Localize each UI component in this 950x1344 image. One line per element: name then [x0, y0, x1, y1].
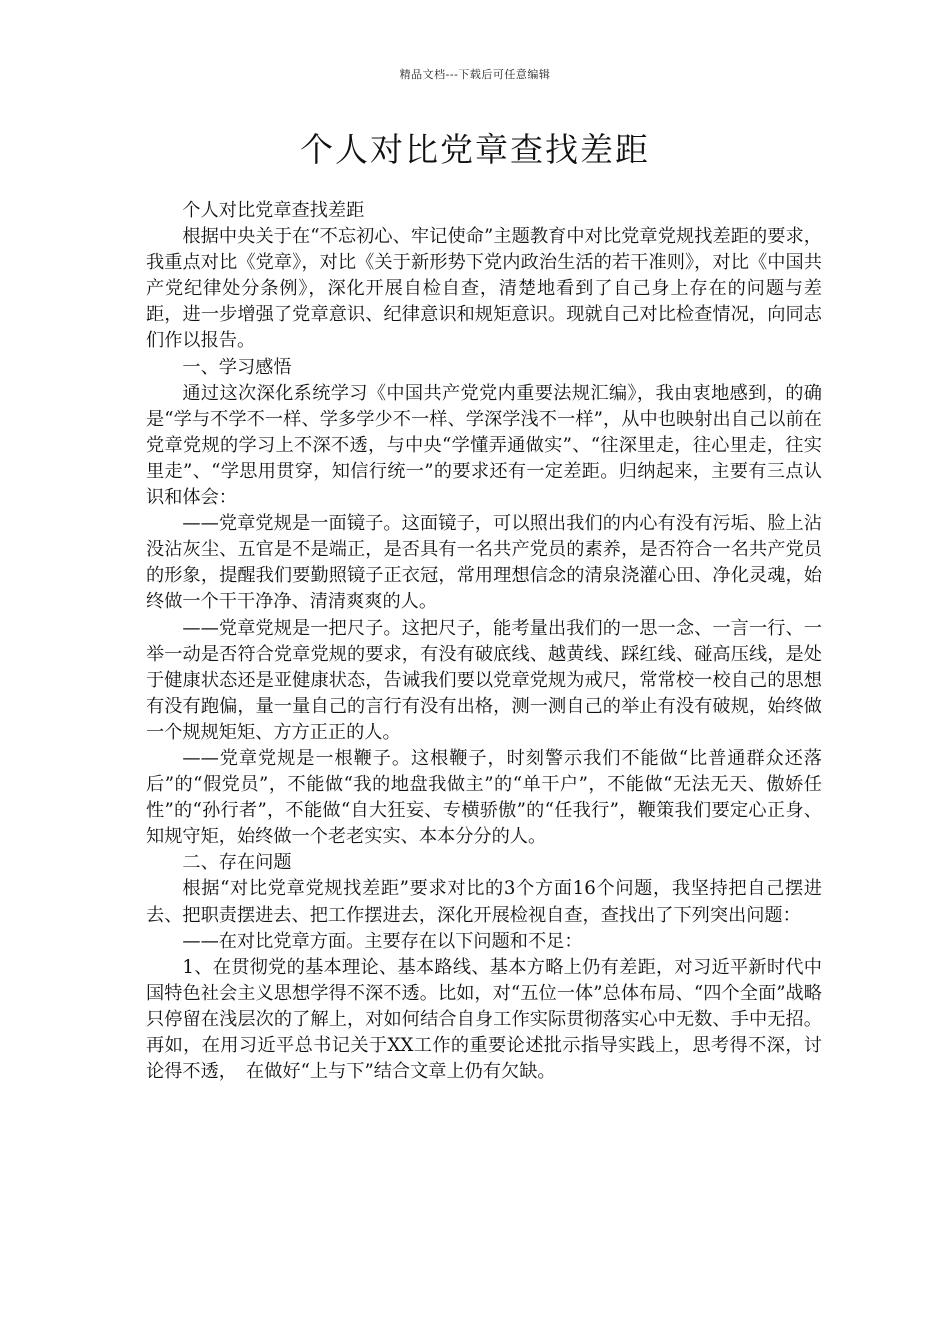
document-title: 个人对比党章查找差距	[300, 130, 650, 169]
section-heading-learning: 一、学习感悟	[182, 356, 292, 378]
paragraph-mirror: ——党章党规是一面镜子。这面镜子，可以照出我们的内心有没有污垢、脸上沾没沾灰尘、五官是不是端正，是否具有一名共产党员的素养，是否符合一名共产党员的形象，提醒我们要勤照镜子正衣冠，常用理想信念的清泉浇灌心田、净化灵魂，始终做一个干干净净、清清爽爽的人。	[146, 513, 822, 613]
paragraph-intro: 根据中央关于在“不忘初心、牢记使命”主题教育中对比党章党规找差距的要求，我重点对比《党章》，对比《关于新形势下党内政治生活的若干准则》，对比《中国共产党纪律处分条例》，深化开展自检自查，清楚地看到了自己身上存在的问题与差距，进一步增强了党章意识、纪律意识和规矩意识。现就自己对比检查情况，向同志们作以报告。	[146, 226, 822, 352]
paragraph-subtitle: 个人对比党章查找差距	[182, 200, 365, 221]
paragraph-item-1: 1、在贯彻党的基本理论、基本路线、基本方略上仍有差距，对习近平新时代中国特色社会主义思想学得不深不透。比如，对“五位一体”总体布局、“四个全面”战略只停留在浅层次的了解上，对如何结合自身工作实际贯彻落实心中无数、手中无招。再如，在用习近平总书记关于XX工作的重要论述批示指导实践上，思考得不深，讨论得不透， 在做好“上与下”结合文章上仍有欠缺。	[146, 956, 822, 1083]
header-note: 精品文档---下载后可任意编辑	[399, 68, 551, 81]
paragraph-ruler: ——党章党规是一把尺子。这把尺子，能考量出我们的一思一念、一言一行、一举一动是否符合党章党规的要求，有没有破底线、越黄线、踩红线、碰高压线，是处于健康状态还是亚健康状态，告诫我们要以党章党规为戒尺，常常校一校自己的思想有没有跑偏，量一量自己的言行有没有出格，测一测自己的举止有没有破规，始终做一个规规矩矩、方方正正的人。	[146, 617, 822, 743]
document-body	[146, 198, 822, 1085]
paragraph-problems: 根据“对比党章党规找差距”要求对比的3个方面16个问题，我坚持把自己摆进去、把职责摆进去、把工作摆进去，深化开展检视自查，查找出了下列突出问题：	[146, 878, 822, 926]
paragraph-party-constitution: ——在对比党章方面。主要存在以下问题和不足：	[182, 930, 583, 952]
paragraph-whip: ——党章党规是一根鞭子。这根鞭子，时刻警示我们不能做“比普通群众还落后”的“假党员”，不能做“我的地盘我做主”的“单干户”，不能做“无法无天、傲娇任性”的“孙行者”，不能做“自大狂妄、专横骄傲”的“任我行”，鞭策我们要定心正身、知规守矩，始终做一个老老实实、本本分分的人。	[146, 747, 822, 848]
section-heading-problems: 二、存在问题	[182, 852, 292, 874]
paragraph-learning: 通过这次深化系统学习《中国共产党党内重要法规汇编》，我由衷地感到，的确是“学与不学不一样、学多学少不一样、学深学浅不一样”，从中也映射出自己以前在党章党规的学习上不深不透，与中央“学懂弄通做实”、“往深里走，往心里走，往实里走”、“学思用贯穿，知信行统一”的要求还有一定差距。归纳起来，主要有三点认识和体会：	[146, 382, 822, 509]
